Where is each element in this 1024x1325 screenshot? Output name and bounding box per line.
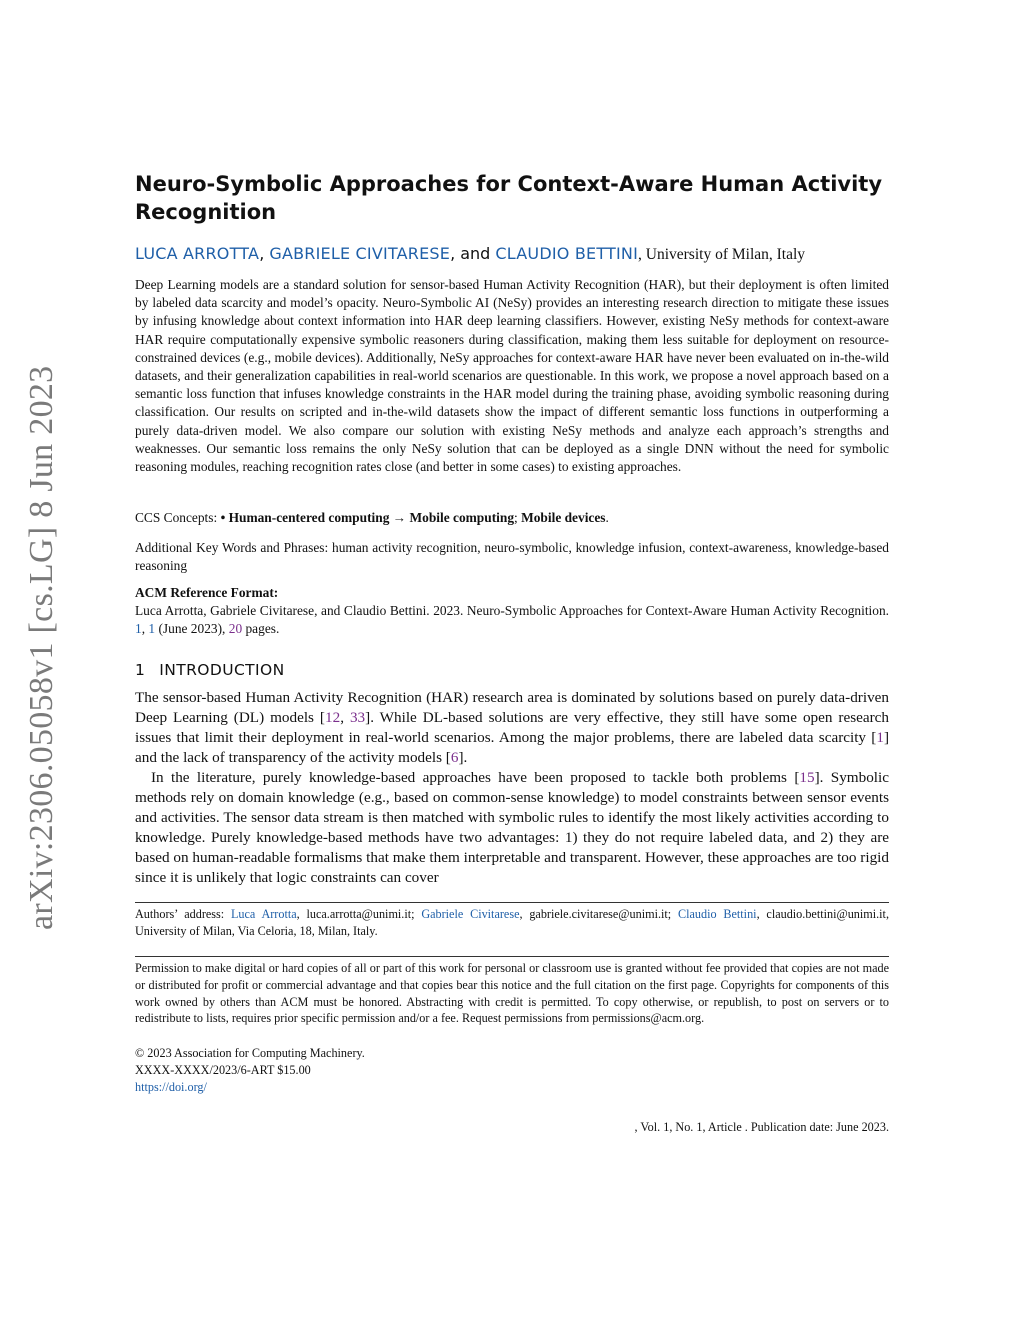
author-link-gabriele-civitarese[interactable]: Gabriele Civitarese [421,907,520,921]
acm-reference [135,602,889,638]
authors-address [135,906,889,940]
abstract: Deep Learning models are a standard solution for sensor-based Human Activity Recognition (HAR), but their deployment is often limited by labeled data scarcity and model’s opacity. Neuro-Symbolic AI (NeSy) provides an interesting research direction to mitigate these issues by infusing knowledge about context information into HAR deep learning classifiers. However, existing NeSy methods for context-aware HAR require computationally expensive symbolic reasoners during classification, making them less suitable for deployment on resource-constrained devices (e.g., mobile devices). Additionally, NeSy approaches for context-aware HAR have never been evaluated on in-the-wild datasets, and their generalization capabilities in real-world scenarios are questionable. In this work, we propose a novel approach based on a semantic loss function that infuses knowledge constraints in the HAR model during the training phase, avoiding symbolic reasoning during classification. Our results on scripted and in-the-wild datasets show the impact of different semantic loss functions in outperforming a purely data-driven model. We also compare our solution with existing NeSy methods and analyze each approach’s strengths and weaknesses. Our semantic loss remains the only NeSy solution that can be deployed as a single DNN without the need for symbolic reasoning modules, reaching recognition rates close (and better in some cases) to existing approaches. [135,277,889,475]
acm-reference-text: Luca Arrotta, Gabriele Civitarese, and Claudio Bettini. 2023. Neuro-Symbolic Approaches for Context-Aware Human Activity Recognition. [135,603,889,618]
authors-address-label: Authors’ address: [135,907,231,921]
paper-title: Neuro-Symbolic Approaches for Context-Aware Human Activity Recognition [135,172,883,224]
copyright-line: © 2023 Association for Computing Machinery. [135,1046,365,1060]
permission-notice: Permission to make digital or hard copies of all or part of this work for personal or classroom use is granted without fee provided that copies are not made or distributed for profit or commercial advantage and that copies bear this notice and the full citation on the first page. Copyrights for components of this work owned by others than ACM must be honored. Abstracting with credit is permitted. To copy otherwise, or republish, to post on servers or to redistribute to lists, requires prior specific permission and/or a fee. Request permissions from permissions@acm.org. [135,961,889,1026]
acm-reference-date: (June 2023), [155,621,229,637]
acm-reference-pages-link[interactable]: 20 [228,621,243,637]
ccs-end: . [605,510,609,525]
intro-p1-text-5: ]. [458,749,468,766]
arxiv-stamp: arXiv:2306.05058v1 [cs.LG] 8 Jun 2023 [23,365,60,930]
author-link-luca-arrotta[interactable]: Luca Arrotta [230,907,297,921]
citation-link[interactable]: 1 [876,729,884,746]
author-link-claudio-bettini[interactable]: Claudio Bettini [677,907,757,921]
author-gabriele-civitarese[interactable]: GABRIELE CIVITARESE [269,244,451,263]
citation-link[interactable]: 6 [450,749,459,766]
ccs-concept-secondary: Mobile devices [521,510,606,525]
intro-paragraph-1 [135,688,889,768]
ccs-concepts [135,509,889,527]
ccs-separator: ; [514,510,522,525]
acm-reference-heading: ACM Reference Format: [135,585,279,600]
ccs-label: CCS Concepts: [135,510,221,525]
acm-reference-number-link[interactable]: 1 [148,621,156,637]
author-claudio-bettini[interactable]: CLAUDIO BETTINI [495,244,639,263]
intro-p1-text-3: ]. While DL-based solutions are very effective, they still have some open research issues that limit their deployment in real-world scenarios. Among the major problems, there are labeled data scarcity [ [135,709,890,746]
ccs-concept-primary: • Human-centered computing → Mobile computing [220,510,515,525]
intro-p1-text-4: ] and the lack of transparency of the activity models [ [135,729,889,766]
citation-link[interactable]: 15 [799,769,815,786]
author-luca-arrotta[interactable]: LUCA ARROTTA [135,244,260,263]
acm-reference-volume-link[interactable]: 1 [135,621,142,637]
keywords: Additional Key Words and Phrases: human activity recognition, neuro-symbolic, knowledge infusion, context-awareness, knowledge-based reasoning [135,540,889,574]
article-code: XXXX-XXXX/2023/6-ART $15.00 [135,1063,311,1077]
permission-divider [135,956,889,957]
intro-paragraph-2 [135,768,889,888]
author-email: , claudio.bettini@unimi.it, University of Milan, Via Celoria, 18, Milan, Italy. [135,907,889,938]
author-separator: , and [450,244,496,263]
citation-link[interactable]: 33 [349,709,366,726]
acm-reference-pages-suffix: pages. [242,621,280,637]
intro-p2-text-2: ]. Symbolic methods rely on domain knowledge (e.g., based on common-sense knowledge) to model constraints between sensor events and activities. The sensor data stream is then matched with symbolic rules to identify the most likely activities according to knowledge. Purely knowledge-based methods have two advantages: 1) they do not require labeled data, and 2) they are based on human-readable formalisms that make them interpretable and transparent. However, these approaches are too rigid since it is unlikely that logic constraints can cover [135,769,889,886]
author-email: , luca.arrotta@unimi.it; [296,907,422,921]
intro-p1-text-2: , [340,709,350,726]
author-email: , gabriele.civitarese@unimi.it; [519,907,678,921]
intro-p1-text-1: The sensor-based Human Activity Recognition (HAR) research area is dominated by solutions based on purely data-driven Deep Learning (DL) models [ [135,689,889,726]
section-title: INTRODUCTION [159,661,285,679]
section-number: 1 [135,661,146,679]
author-separator: , [259,244,270,263]
doi-link[interactable]: https://doi.org/ [135,1080,207,1094]
footnote-divider [135,902,889,903]
section-heading-introduction [135,661,285,679]
intro-p2-text-1: In the literature, purely knowledge-based approaches have been proposed to tackle both problems [ [151,769,800,786]
acm-reference-separator: , [141,621,149,637]
citation-link[interactable]: 12 [325,709,341,726]
author-line [135,243,889,266]
affiliation: , University of Milan, Italy [638,246,806,263]
publication-footer: , Vol. 1, No. 1, Article . Publication date: June 2023. [634,1120,889,1134]
